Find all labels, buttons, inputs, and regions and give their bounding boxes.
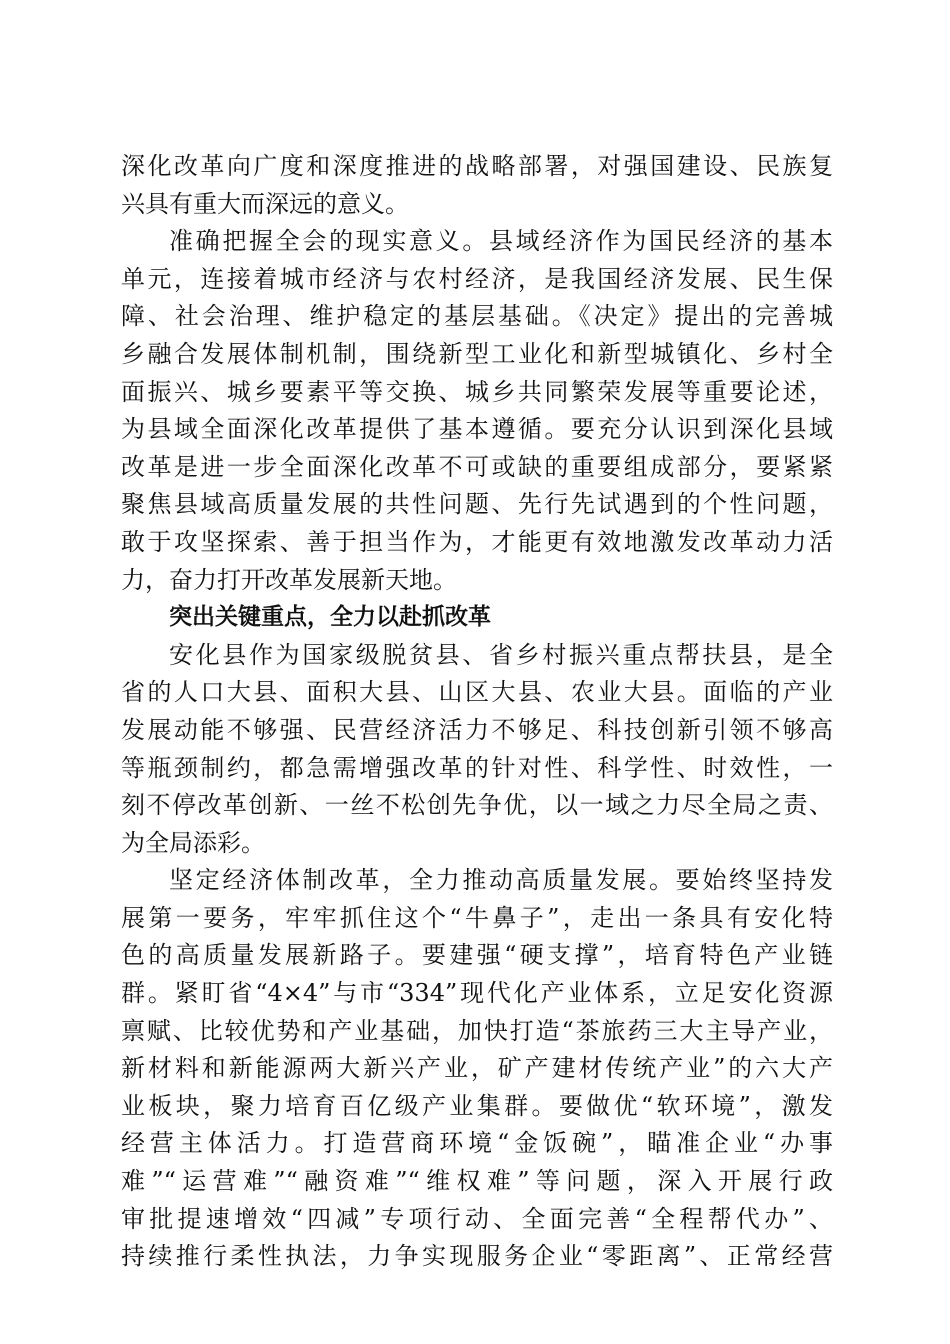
text-line: 新材料和新能源两大新兴产业，矿产建材传统产业”的六大产 [121, 1054, 833, 1083]
text-line: 改革是进一步全面深化改革不可或缺的重要组成部分，要紧紧 [121, 452, 833, 481]
text-line: 难”“运营难”“融资难”“维权难”等问题，深入开展行政 [121, 1167, 833, 1196]
text-line: 聚焦县域高质量发展的共性问题、先行先试遇到的个性问题， [121, 490, 833, 519]
text-line: 面振兴、城乡要素平等交换、城乡共同繁荣发展等重要论述， [121, 377, 833, 406]
text-line: 发展动能不够强、民营经济活力不够足、科技创新引领不够高 [121, 715, 833, 744]
text-line: 障、社会治理、维护稳定的基层基础。《决定》提出的完善城 [121, 302, 833, 331]
document-body [121, 148, 833, 1276]
text-line: 经营主体活力。打造营商环境“金饭碗”，瞄准企业“办事 [121, 1129, 833, 1158]
text-line: 禀赋、比较优势和产业基础，加快打造“茶旅药三大主导产业， [121, 1016, 833, 1045]
text-line: 深化改革向广度和深度推进的战略部署，对强国建设、民族复 [121, 152, 833, 180]
paragraph-lead-line: 准确把握全会的现实意义。县域经济作为国民经济的基本 [169, 227, 833, 256]
text-line: 刻不停改革创新、一丝不松创先争优，以一域之力尽全局之责、 [121, 791, 833, 820]
text-line: 力，奋力打开改革发展新天地。 [121, 565, 457, 594]
section-heading: 突出关键重点，全力以赴抓改革 [169, 604, 491, 631]
paragraph-lead-line: 安化县作为国家级脱贫县、省乡村振兴重点帮扶县，是全 [169, 640, 833, 669]
text-line: 敢于攻坚探索、善于担当作为，才能更有效地激发改革动力活 [121, 527, 833, 556]
text-line: 等瓶颈制约，都急需增强改革的针对性、科学性、时效性，一 [121, 753, 833, 782]
text-line: 持续推行柔性执法，力争实现服务企业“零距离”、正常经营 [121, 1242, 833, 1271]
text-line: 兴具有重大而深远的意义。 [121, 189, 409, 218]
text-line: 展第一要务，牢牢抓住这个“牛鼻子”，走出一条具有安化特 [121, 903, 833, 932]
text-line: 审批提速增效“四减”专项行动、全面完善“全程帮代办”、 [121, 1204, 833, 1233]
text-line: 省的人口大县、面积大县、山区大县、农业大县。面临的产业 [121, 678, 833, 707]
text-line: 色的高质量发展新路子。要建强“硬支撑”，培育特色产业链 [121, 941, 833, 970]
text-line: 单元，连接着城市经济与农村经济，是我国经济发展、民生保 [121, 264, 833, 293]
paragraph-lead-line: 坚定经济体制改革，全力推动高质量发展。要始终坚持发 [169, 866, 833, 895]
text-line: 为全局添彩。 [121, 828, 265, 857]
text-line: 为县域全面深化改革提供了基本遵循。要充分认识到深化县域 [121, 415, 833, 444]
text-line: 乡融合发展体制机制，围绕新型工业化和新型城镇化、乡村全 [121, 339, 833, 368]
text-line: 业板块，聚力培育百亿级产业集群。要做优“软环境”，激发 [121, 1091, 833, 1120]
text-line: 群。紧盯省“4×4”与市“334”现代化产业体系，立足安化资源 [121, 979, 833, 1008]
